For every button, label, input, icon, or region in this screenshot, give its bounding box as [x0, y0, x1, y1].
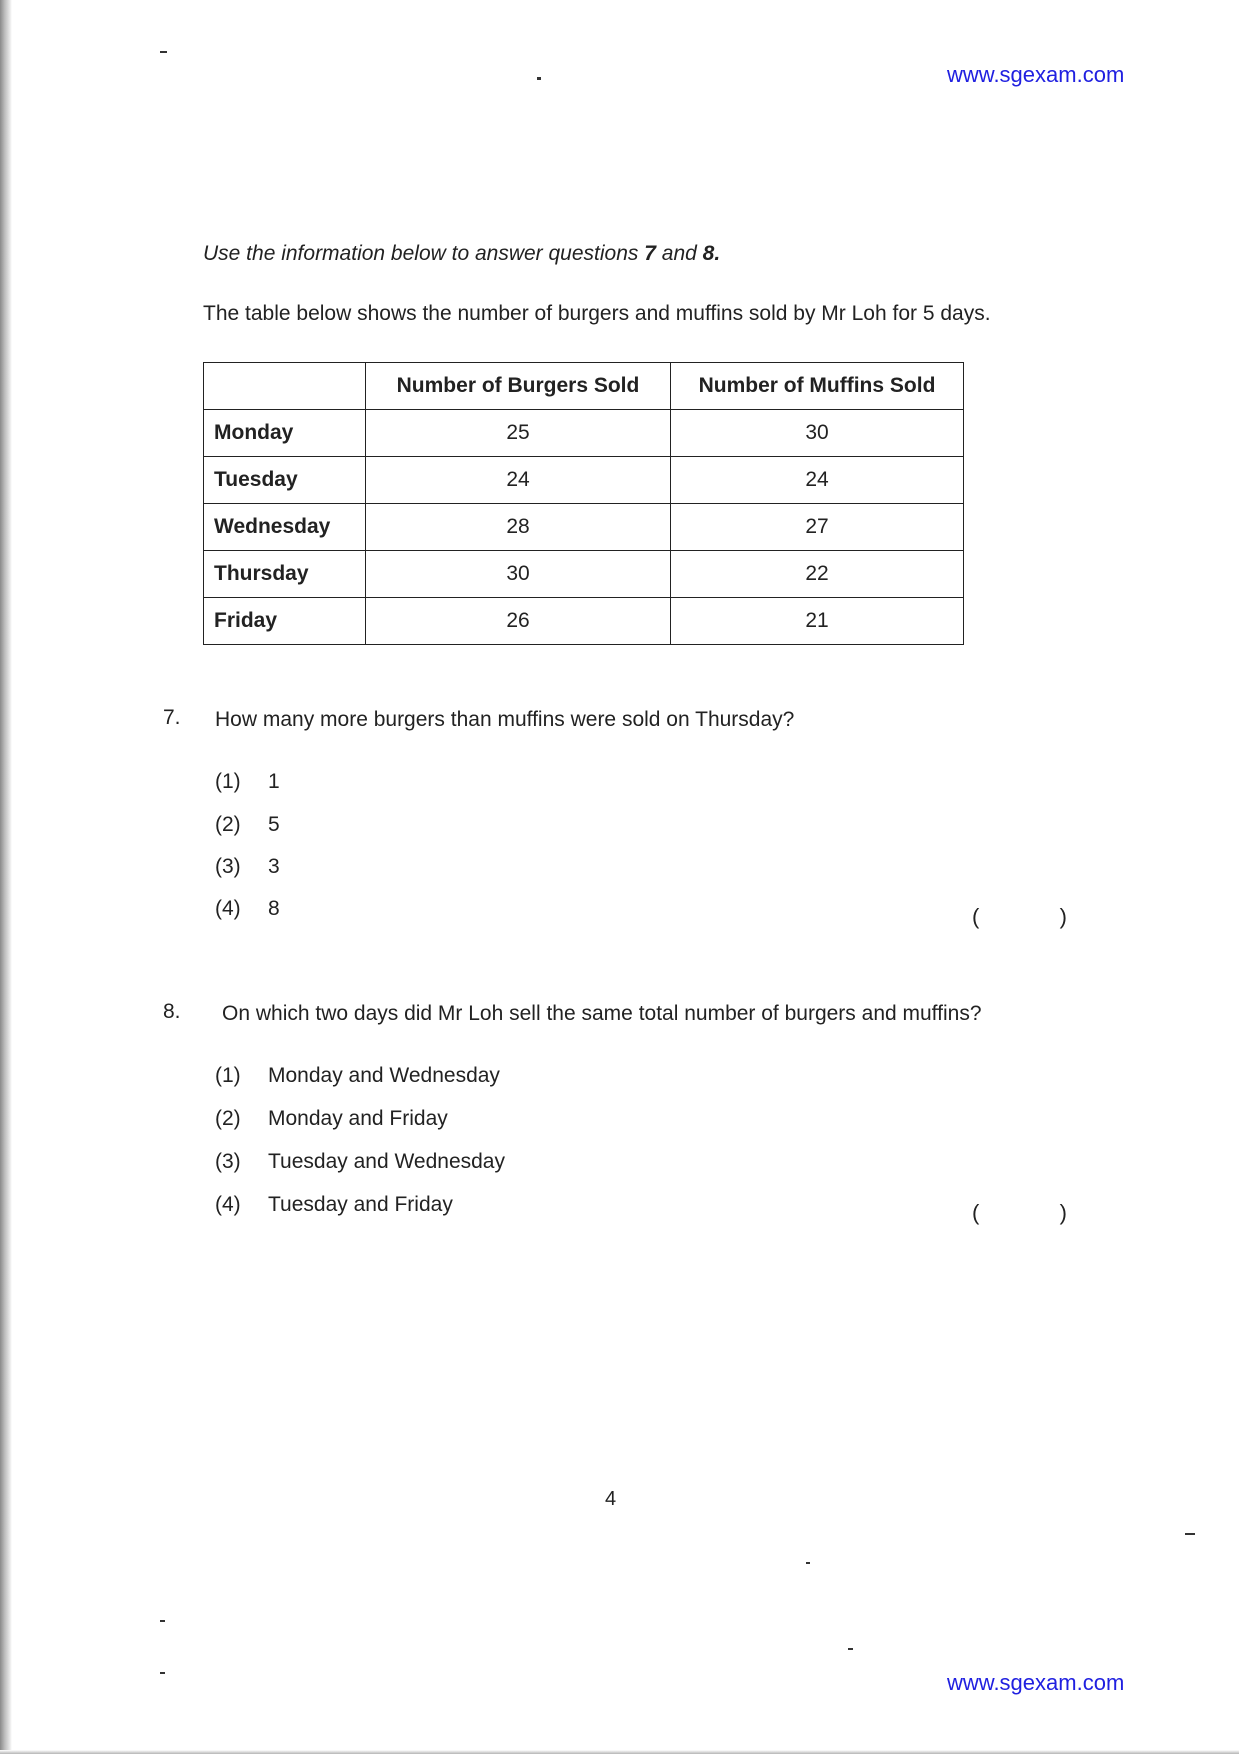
table-row — [204, 410, 964, 457]
option-label: (3) — [215, 855, 241, 878]
answer-close-paren: ) — [1059, 1200, 1067, 1225]
table-row — [204, 457, 964, 504]
option-text: Tuesday and Wednesday — [268, 1150, 505, 1173]
scan-speck — [848, 1648, 853, 1650]
muffins-cell: 24 — [671, 457, 964, 504]
table-header-cell: Number of Muffins Sold — [671, 363, 964, 410]
muffins-cell: 21 — [671, 598, 964, 645]
option-label: (3) — [215, 1150, 241, 1173]
scan-speck — [1185, 1533, 1195, 1535]
scan-speck — [160, 51, 167, 53]
table-description: The table below shows the number of burgers and muffins sold by Mr Loh for 5 days. — [203, 302, 991, 325]
answer-box[interactable] — [972, 904, 1067, 930]
answer-box[interactable] — [972, 1200, 1067, 1226]
day-cell: Wednesday — [204, 504, 366, 551]
day-cell: Tuesday — [204, 457, 366, 504]
question-number: 7. — [163, 706, 181, 729]
table-header-cell: Number of Burgers Sold — [366, 363, 671, 410]
day-cell: Friday — [204, 598, 366, 645]
option[interactable] — [215, 1193, 453, 1217]
question-number: 8. — [163, 1000, 181, 1023]
option[interactable] — [215, 855, 280, 879]
header-site-link[interactable]: www.sgexam.com — [947, 62, 1125, 87]
burgers-cell: 24 — [366, 457, 671, 504]
option-text: 3 — [268, 855, 280, 878]
option[interactable] — [215, 1107, 448, 1131]
option[interactable] — [215, 813, 280, 837]
scan-speck — [160, 1672, 165, 1674]
option-text: Tuesday and Friday — [268, 1193, 453, 1216]
scan-edge — [0, 0, 12, 1754]
question-text: How many more burgers than muffins were sold on Thursday? — [215, 708, 795, 731]
option-text: Monday and Friday — [268, 1107, 448, 1130]
option-label: (1) — [215, 1064, 241, 1087]
option-label: (2) — [215, 813, 241, 836]
burgers-cell: 25 — [366, 410, 671, 457]
option-text: 5 — [268, 813, 280, 836]
instruction-text: Use the information below to answer questions 7 and 8. — [203, 242, 721, 265]
question-text: On which two days did Mr Loh sell the same total number of burgers and muffins? — [222, 1002, 982, 1025]
day-cell: Monday — [204, 410, 366, 457]
day-cell: Thursday — [204, 551, 366, 598]
answer-close-paren: ) — [1059, 904, 1067, 929]
option-label: (4) — [215, 897, 241, 920]
muffins-cell: 27 — [671, 504, 964, 551]
option-text: 8 — [268, 897, 280, 920]
scan-speck — [806, 1562, 810, 1564]
option-label: (4) — [215, 1193, 241, 1216]
option[interactable] — [215, 897, 280, 921]
table-header-row — [204, 363, 964, 410]
option[interactable] — [215, 1064, 500, 1088]
answer-open-paren: ( — [972, 904, 980, 929]
option-label: (1) — [215, 770, 241, 793]
footer-site-link[interactable]: www.sgexam.com — [947, 1670, 1125, 1695]
table-header-cell — [204, 363, 366, 410]
table-row — [204, 551, 964, 598]
option[interactable] — [215, 770, 280, 794]
option[interactable] — [215, 1150, 505, 1174]
scan-speck — [537, 77, 541, 80]
table-row — [204, 598, 964, 645]
burgers-cell: 28 — [366, 504, 671, 551]
scan-speck — [160, 1620, 165, 1622]
burgers-cell: 30 — [366, 551, 671, 598]
option-label: (2) — [215, 1107, 241, 1130]
muffins-cell: 22 — [671, 551, 964, 598]
option-text: 1 — [268, 770, 280, 793]
table-row — [204, 504, 964, 551]
answer-open-paren: ( — [972, 1200, 980, 1225]
option-text: Monday and Wednesday — [268, 1064, 500, 1087]
sales-table — [203, 362, 964, 645]
burgers-cell: 26 — [366, 598, 671, 645]
scan-bottom-edge — [0, 1750, 1239, 1754]
page-number: 4 — [605, 1488, 617, 1510]
muffins-cell: 30 — [671, 410, 964, 457]
